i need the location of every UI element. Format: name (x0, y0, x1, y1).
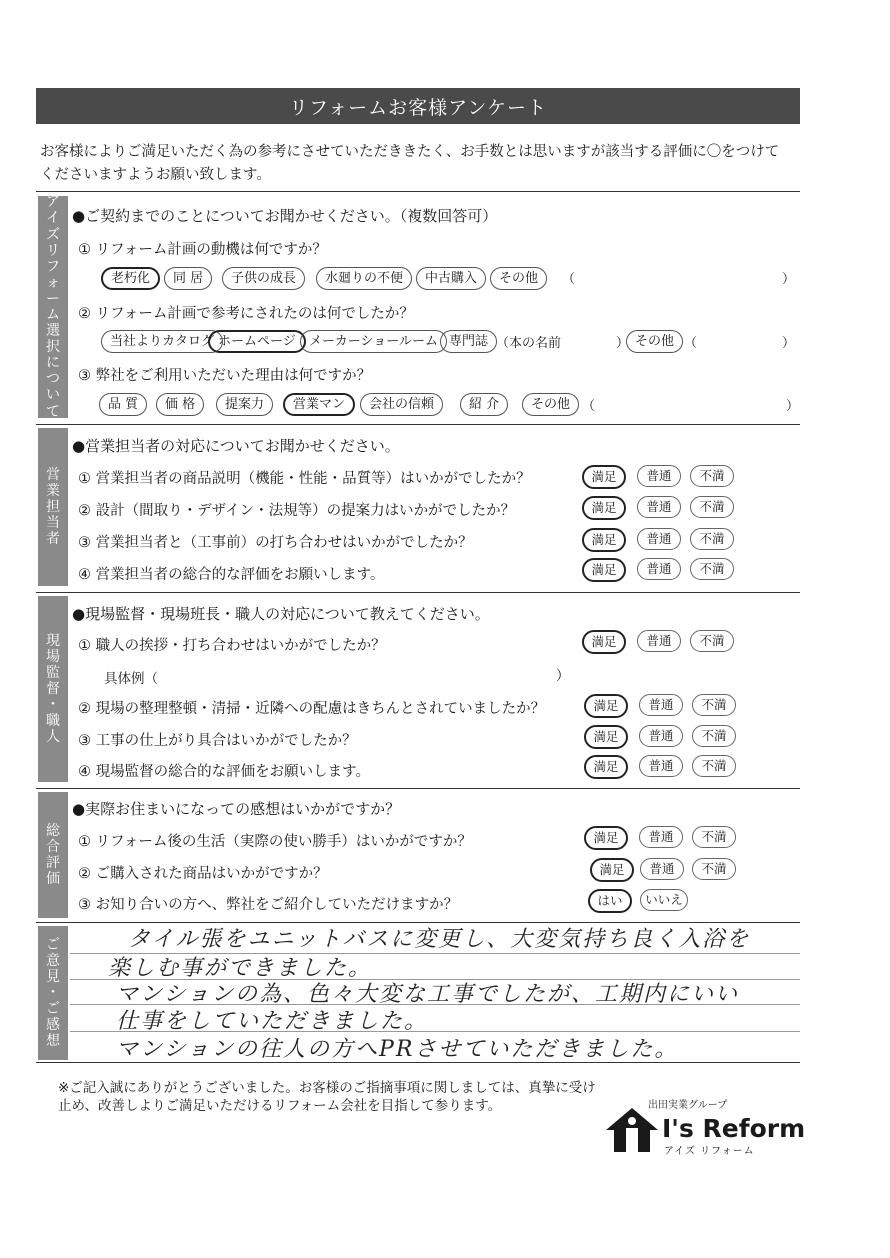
label-char: い (46, 387, 60, 404)
option-other-2[interactable]: その他 (626, 330, 683, 353)
rating-normal[interactable]: 普通 (639, 755, 683, 777)
rating-normal[interactable]: 普通 (637, 528, 681, 550)
paren-open: （ (562, 272, 576, 287)
label-char: ム (46, 307, 60, 323)
rating-normal[interactable]: 普通 (637, 630, 681, 652)
label-char: ご (46, 1001, 60, 1018)
option-showroom[interactable]: メーカーショールーム (300, 330, 447, 353)
divider (36, 1062, 800, 1063)
option-water[interactable]: 水廻りの不便 (316, 267, 412, 290)
rating-normal[interactable]: 普通 (637, 496, 681, 518)
example-close: ） (556, 668, 570, 684)
rating-normal[interactable]: 普通 (637, 465, 681, 487)
label-char: 者 (46, 531, 60, 548)
rating-dissatisfied[interactable]: 不満 (692, 858, 736, 880)
option-other[interactable]: その他 (490, 267, 547, 290)
rating-satisfied[interactable]: 満足 (584, 826, 628, 850)
option-trust[interactable]: 会社の信頼 (360, 393, 443, 416)
option-price[interactable]: 価 格 (156, 393, 204, 416)
label-char: ア (46, 194, 60, 211)
s4-q1: ① リフォーム後の生活（実際の使い勝手）はいかがですか？ (78, 834, 472, 850)
label-char: 択 (46, 339, 60, 356)
label-char: 意 (46, 952, 60, 969)
rating-satisfied[interactable]: 満足 (582, 558, 626, 582)
section2-heading: ●営業担当者の対応についてお聞かせください。 (72, 437, 400, 455)
s3-q3: ③ 工事の仕上がり具合はいかがでしたか？ (78, 733, 357, 749)
s2-q2: ② 設計（間取り・デザイン・法規等）の提案力はいかがでしたか？ (78, 503, 516, 519)
label-char: フ (46, 258, 60, 275)
rating-dissatisfied[interactable]: 不満 (692, 725, 736, 747)
intro-line-2: くださいますようお願い致します。 (40, 167, 271, 183)
label-char: 感 (46, 1017, 60, 1034)
rating-dissatisfied[interactable]: 不満 (690, 558, 734, 580)
handwritten-comment-3: マンションの為、色々大変な工事でしたが、工期内にいい (116, 982, 740, 1007)
label-char: 見 (46, 968, 60, 985)
footer-line-2: 止め、改善しよりご満足いただけるリフォーム会社を目指して参ります。 (58, 1098, 502, 1114)
section1-heading: ●ご契約までのことについてお聞かせください。（複数回答可） (72, 207, 498, 225)
label-char: ・ (46, 697, 60, 714)
rating-dissatisfied[interactable]: 不満 (690, 528, 734, 550)
label-char: 監 (46, 664, 60, 681)
rating-normal[interactable]: 普通 (637, 558, 681, 580)
rating-satisfied[interactable]: 満足 (584, 755, 628, 779)
label-char: 営 (46, 466, 60, 483)
divider (36, 191, 800, 192)
rating-satisfied[interactable]: 満足 (590, 858, 634, 882)
label-char: つ (46, 371, 60, 388)
example-label: 具体例（ (104, 671, 158, 687)
s1-q1: ① リフォーム計画の動機は何ですか？ (78, 242, 327, 258)
s4-q3: ③ お知り合いの方へ、弊社をご紹介していただけますか？ (78, 897, 459, 913)
rating-satisfied[interactable]: 満足 (582, 528, 626, 552)
section2-label (38, 428, 68, 586)
rating-normal[interactable]: 普通 (639, 826, 683, 848)
rating-normal[interactable]: 普通 (639, 725, 683, 747)
rating-satisfied[interactable]: 満足 (584, 694, 628, 718)
house-logo-icon (604, 1106, 660, 1154)
section3-label (38, 596, 68, 782)
option-magazine[interactable]: 専門誌 (440, 330, 497, 353)
s2-q4: ④ 営業担当者の総合的な評価をお願いします。 (78, 567, 385, 583)
s3-q2: ② 現場の整理整頓・清掃・近隣への配慮はきちんとされていましたか？ (78, 701, 546, 717)
option-other-3[interactable]: その他 (522, 393, 579, 416)
logo-name: I's Reform (662, 1114, 806, 1143)
label-char: ・ (46, 984, 60, 1001)
footer-line-1: ※ご記入誠にありがとうございました。お客様のご指摘事項に関しましては、真摯に受け (58, 1080, 596, 1096)
section4-heading: ●実際お住まいになっての感想はいかがですか？ (72, 800, 401, 818)
label-char: ォ (46, 274, 60, 291)
label-char: 評 (46, 855, 60, 871)
intro-line-1: お客様によりご満足いただく為の参考にさせていただききたく、お手数とは思いますが該当する評価に〇をつけて (40, 144, 780, 160)
label-char: ズ (46, 226, 60, 243)
handwritten-comment-2: 楽しむ事ができました。 (108, 956, 373, 981)
handwritten-comment-1: タイル張をユニットバスに変更し、大変気持ち良く入浴を (128, 927, 751, 952)
handwritten-comment-5: マンションの往人の方へPRさせていただきました。 (116, 1037, 679, 1062)
rating-normal[interactable]: 普通 (639, 694, 683, 716)
label-char: 当 (46, 515, 60, 532)
label-char: 人 (46, 729, 60, 746)
rating-dissatisfied[interactable]: 不満 (692, 826, 736, 848)
handwritten-comment-4: 仕事をしていただきました。 (116, 1009, 429, 1034)
logo-kana: アイズ リフォーム (664, 1146, 755, 1157)
label-char: に (46, 355, 60, 372)
label-char: 場 (46, 648, 60, 665)
divider (36, 788, 800, 789)
option-dokyo[interactable]: 同 居 (164, 267, 212, 290)
label-char: 業 (46, 482, 60, 499)
rating-dissatisfied[interactable]: 不満 (690, 630, 734, 652)
label-char: リ (46, 242, 60, 259)
s4-q2: ② ご購入された商品はいかがですか？ (78, 866, 328, 882)
answer-yes[interactable]: はい (588, 889, 632, 913)
rating-satisfied[interactable]: 満足 (582, 630, 626, 654)
label-char: 選 (46, 323, 60, 340)
rating-dissatisfied[interactable]: 不満 (692, 755, 736, 777)
title-text: リフォームお客様アンケート (289, 96, 547, 119)
paren-close: ） (782, 272, 796, 287)
rating-dissatisfied[interactable]: 不満 (692, 694, 736, 716)
answer-no[interactable]: いいえ (640, 889, 688, 911)
label-char: 価 (46, 871, 60, 888)
book-name-label: （本の名前 (496, 336, 562, 351)
rating-satisfied[interactable]: 満足 (584, 725, 628, 749)
section1-label (38, 196, 68, 418)
s1-q2: ② リフォーム計画で参考にされたのは何でしたか？ (78, 306, 414, 322)
option-proposal[interactable]: 提案力 (216, 393, 273, 416)
section4-label (38, 792, 68, 918)
book-name-close: ） (616, 336, 630, 351)
label-char: 現 (46, 632, 60, 649)
option-referral[interactable]: 紹 介 (460, 393, 508, 416)
option-rokyuka[interactable]: 老朽化 (101, 267, 160, 290)
s2-q1: ① 営業担当者の商品説明（機能・性能・品質等）はいかがでしたか？ (78, 471, 531, 487)
logo-group-name: 出田実業グループ (648, 1100, 728, 1111)
label-char: 督 (46, 680, 60, 697)
option-used[interactable]: 中古購入 (416, 267, 486, 290)
s3-q4: ④ 現場監督の総合的な評価をお願いします。 (78, 764, 370, 780)
option-children[interactable]: 子供の成長 (222, 267, 305, 290)
divider (36, 592, 800, 593)
survey-title (36, 88, 800, 124)
label-char: イ (46, 210, 60, 227)
label-char: 担 (46, 498, 60, 515)
label-char: ー (46, 290, 60, 307)
option-homepage[interactable]: ホームページ (208, 330, 306, 353)
option-quality[interactable]: 品 質 (99, 393, 147, 416)
option-salesman[interactable]: 営業マン (283, 393, 355, 416)
paren-close-2: ） (782, 336, 796, 351)
label-char: 職 (46, 713, 60, 730)
s3-q1: ① 職人の挨拶・打ち合わせはいかがでしたか？ (78, 638, 386, 654)
label-char: 総 (46, 822, 60, 839)
rating-satisfied[interactable]: 満足 (582, 465, 626, 489)
divider (36, 424, 800, 425)
label-char: て (46, 403, 60, 420)
paren-open-2: （ (684, 336, 698, 351)
label-char: 合 (46, 838, 60, 855)
paren-open-3: （ (582, 399, 596, 414)
s2-q3: ③ 営業担当者と（工事前）の打ち合わせはいかがでしたか？ (78, 535, 473, 551)
paren-close-3: ） (786, 399, 800, 414)
option-catalog[interactable]: 当社よりカタログ (101, 330, 223, 353)
rating-satisfied[interactable]: 満足 (582, 496, 626, 520)
section3-heading: ●現場監督・現場班長・職人の対応について教えてください。 (72, 605, 490, 623)
rating-dissatisfied[interactable]: 不満 (690, 465, 734, 487)
label-char: 想 (46, 1033, 60, 1050)
rating-dissatisfied[interactable]: 不満 (690, 496, 734, 518)
s1-q3: ③ 弊社をご利用いただいた理由は何ですか？ (78, 368, 372, 384)
section5-label (38, 926, 68, 1060)
label-char: ご (46, 936, 60, 953)
rating-normal[interactable]: 普通 (640, 858, 684, 880)
